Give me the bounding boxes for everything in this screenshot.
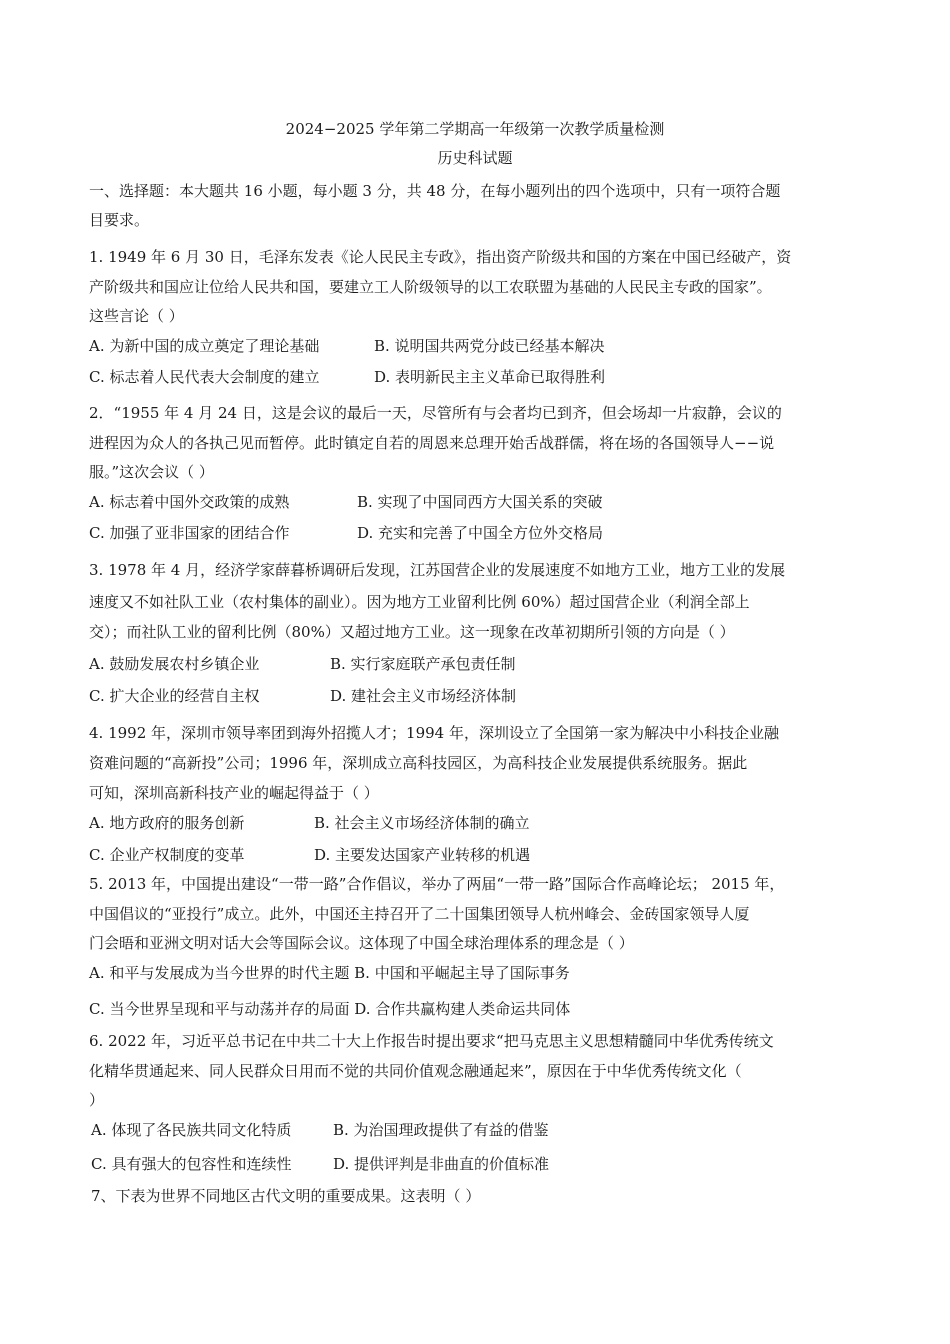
question-stem-line: 1. 1949 年 6 月 30 日，毛泽东发表《论人民民主专政》，指出资产阶级共和国的方案在中国已经破产，资 bbox=[89, 248, 792, 266]
question-stem-line: 产阶级共和国应让位给人民共和国，要建立工人阶级领导的以工农联盟为基础的人民民主专政的国家”。 bbox=[89, 278, 772, 296]
question-stem-line: 这些言论（ ） bbox=[89, 307, 184, 325]
option-d[interactable]: D. 建社会主义市场经济体制 bbox=[330, 687, 517, 705]
option-b[interactable]: B. 说明国共两党分歧已经基本解决 bbox=[374, 337, 605, 355]
option-c[interactable]: C. 企业产权制度的变革 bbox=[89, 846, 245, 864]
option-d[interactable]: D. 表明新民主主义革命已取得胜利 bbox=[374, 368, 606, 386]
option-c[interactable]: C. 加强了亚非国家的团结合作 bbox=[89, 524, 290, 542]
option-cd[interactable]: C. 当今世界呈现和平与动荡并存的局面 D. 合作共赢构建人类命运共同体 bbox=[89, 1000, 571, 1018]
question-stem-line: 4. 1992 年，深圳市领导率团到海外招揽人才；1994 年，深圳设立了全国第一家为解决中小科技企业融 bbox=[89, 724, 779, 742]
option-d[interactable]: D. 主要发达国家产业转移的机遇 bbox=[314, 846, 531, 864]
question-stem-line: 速度又不如社队工业（农村集体的副业）。因为地方工业留利比例 60%）超过国营企业（利润全部上 bbox=[89, 593, 750, 611]
question-stem-line: 可知，深圳高新科技产业的崛起得益于（ ） bbox=[89, 784, 379, 802]
exam-subject: 历史科试题 bbox=[437, 149, 513, 167]
question-stem-line: 7、下表为世界不同地区古代文明的重要成果。这表明（ ） bbox=[91, 1187, 481, 1205]
question-stem-line: 2．“1955 年 4 月 24 日，这是会议的最后一天，尽管所有与会者均已到齐，但会场却一片寂静，会议的 bbox=[89, 404, 782, 422]
question-stem-line: 中国倡议的“亚投行”成立。此外，中国还主持召开了二十国集团领导人杭州峰会、金砖国家领导人厦 bbox=[89, 905, 750, 923]
instruction-line: 目要求。 bbox=[89, 211, 150, 229]
option-b[interactable]: B. 为治国理政提供了有益的借鉴 bbox=[333, 1121, 549, 1139]
option-d[interactable]: D. 充实和完善了中国全方位外交格局 bbox=[357, 524, 604, 542]
option-ab[interactable]: A. 和平与发展成为当今世界的时代主题 B. 中国和平崛起主导了国际事务 bbox=[89, 964, 570, 982]
option-d[interactable]: D. 提供评判是非曲直的价值标准 bbox=[333, 1155, 550, 1173]
option-a[interactable]: A. 为新中国的成立奠定了理论基础 bbox=[89, 337, 320, 355]
option-b[interactable]: B. 实现了中国同西方大国关系的突破 bbox=[357, 493, 603, 511]
option-a[interactable]: A. 标志着中国外交政策的成熟 bbox=[89, 493, 290, 511]
option-a[interactable]: A. 地方政府的服务创新 bbox=[89, 814, 245, 832]
option-c[interactable]: C. 扩大企业的经营自主权 bbox=[89, 687, 260, 705]
question-stem-line: 门会晤和亚洲文明对话大会等国际会议。这体现了中国全球治理体系的理念是（ ） bbox=[89, 934, 634, 952]
question-stem-line: 服。”这次会议（ ） bbox=[89, 463, 214, 481]
instruction-line: 一、选择题：本大题共 16 小题，每小题 3 分，共 48 分，在每小题列出的四个选项中，只有一项符合题 bbox=[89, 182, 781, 200]
option-a[interactable]: A. 鼓励发展农村乡镇企业 bbox=[89, 655, 260, 673]
question-stem-line: ） bbox=[89, 1091, 105, 1109]
question-stem-line: 交）；而社队工业的留利比例（80%）又超过地方工业。这一现象在改革初期所引领的方向是（ ） bbox=[89, 623, 735, 641]
option-c[interactable]: C. 具有强大的包容性和连续性 bbox=[91, 1155, 292, 1173]
question-stem-line: 5. 2013 年，中国提出建设“一带一路”合作倡议，举办了两届“一带一路”国际合作高峰论坛； 2015 年， bbox=[89, 875, 785, 893]
question-stem-line: 资难问题的“高新投”公司；1996 年，深圳成立高科技园区，为高科技企业发展提供系统服务。据此 bbox=[89, 754, 748, 772]
option-b[interactable]: B. 社会主义市场经济体制的确立 bbox=[314, 814, 530, 832]
option-c[interactable]: C. 标志着人民代表大会制度的建立 bbox=[89, 368, 320, 386]
option-b[interactable]: B. 实行家庭联产承包责任制 bbox=[330, 655, 516, 673]
option-a[interactable]: A. 体现了各民族共同文化特质 bbox=[91, 1121, 292, 1139]
exam-title: 2024−2025 学年第二学期高一年级第一次教学质量检测 bbox=[285, 120, 665, 138]
question-stem-line: 3. 1978 年 4 月，经济学家薛暮桥调研后发现，江苏国营企业的发展速度不如地方工业，地方工业的发展 bbox=[89, 561, 786, 579]
question-stem-line: 进程因为众人的各执己见而暂停。此时镇定自若的周恩来总理开始舌战群儒，将在场的各国领导人−−说 bbox=[89, 434, 775, 452]
question-stem-line: 化精华贯通起来、同人民群众日用而不觉的共同价值观念融通起来”，原因在于中华优秀传统文化（ bbox=[89, 1062, 742, 1080]
question-stem-line: 6. 2022 年，习近平总书记在中共二十大上作报告时提出要求“把马克思主义思想精髓同中华优秀传统文 bbox=[89, 1032, 774, 1050]
